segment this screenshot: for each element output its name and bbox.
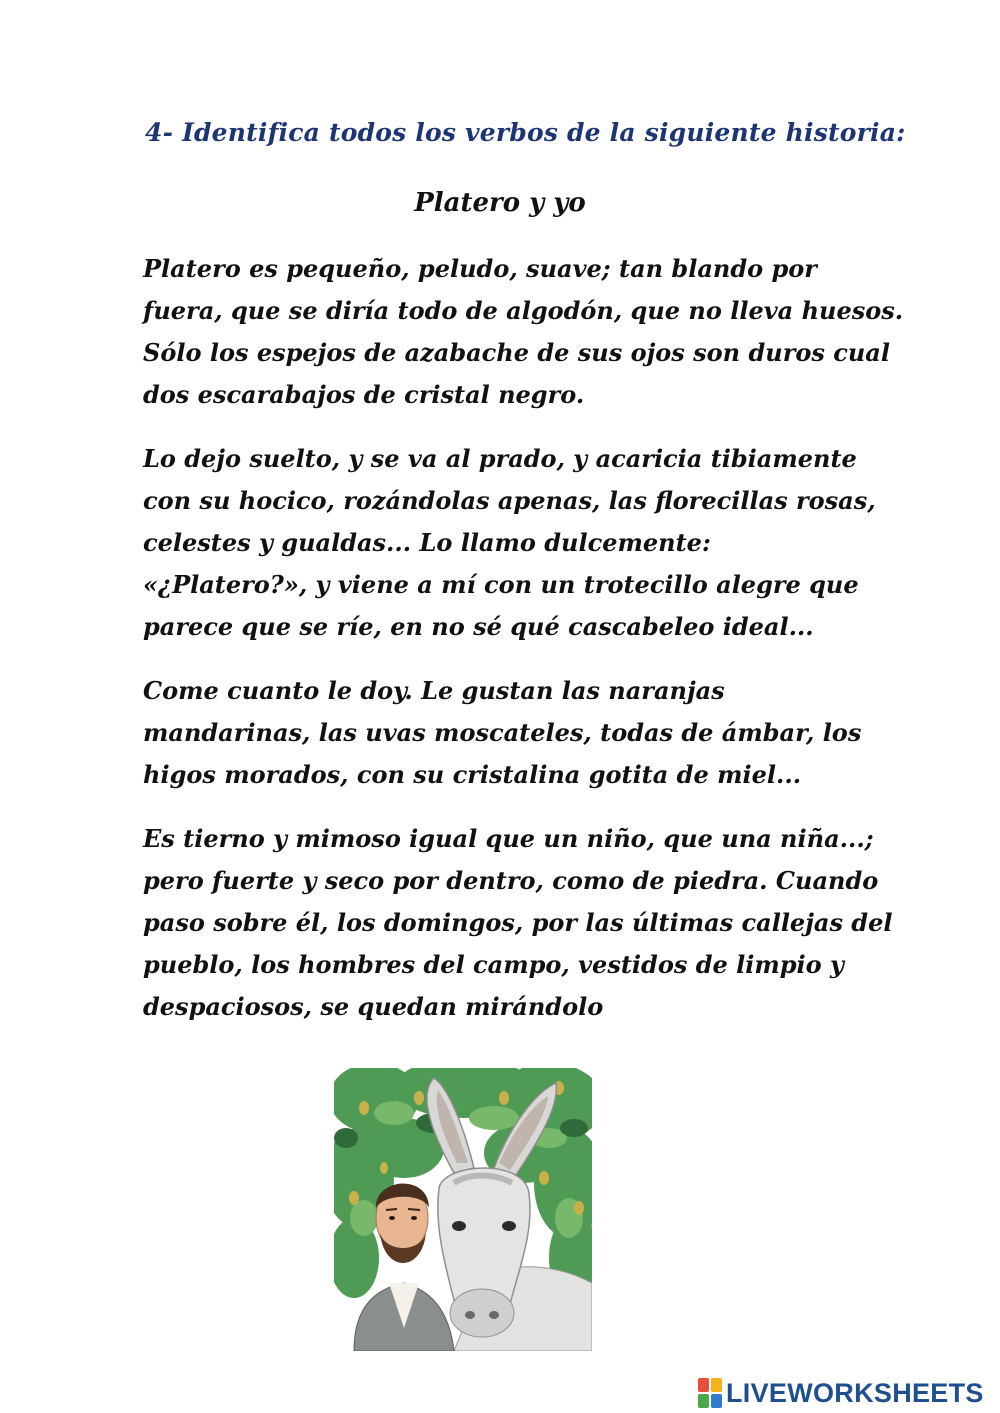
story-line: celestes y gualdas... Lo llamo dulcemente: bbox=[143, 528, 711, 557]
story-line: Come cuanto le doy. Le gustan las naranjas bbox=[143, 676, 725, 705]
logo-square-green bbox=[698, 1394, 709, 1408]
donkey-and-man-image bbox=[334, 1068, 592, 1351]
story-line: pero fuerte y seco por dentro, como de piedra. Cuando bbox=[143, 866, 879, 895]
story-line: «¿Platero?», y viene a mí con un trotecillo alegre que bbox=[143, 570, 859, 599]
story-title: Platero y yo bbox=[414, 188, 586, 218]
story-line: despaciosos, se quedan mirándolo bbox=[143, 992, 604, 1021]
story-text bbox=[143, 248, 904, 1050]
logo-square-blue bbox=[711, 1394, 722, 1408]
liveworksheets-logo bbox=[698, 1376, 984, 1410]
story-line: paso sobre él, los domingos, por las últimas callejas del bbox=[143, 908, 893, 937]
story-line: dos escarabajos de cristal negro. bbox=[143, 380, 585, 409]
story-line: Lo dejo suelto, y se va al prado, y acaricia tibiamente bbox=[143, 444, 857, 473]
story-line: con su hocico, rozándolas apenas, las florecillas rosas, bbox=[143, 486, 876, 515]
story-paragraph-4 bbox=[143, 818, 893, 1028]
story-line: pueblo, los hombres del campo, vestidos de limpio y bbox=[143, 950, 844, 979]
story-paragraph-3 bbox=[143, 670, 873, 796]
story-line: mandarinas, las uvas moscateles, todas de ámbar, los bbox=[143, 718, 862, 747]
story-line: Es tierno y mimoso igual que un niño, que una niña...; bbox=[143, 824, 874, 853]
story-line: fuera, que se diría todo de algodón, que no lleva huesos. bbox=[143, 296, 904, 325]
platero-illustration bbox=[334, 1068, 592, 1351]
story-line: higos morados, con su cristalina gotita de miel... bbox=[143, 760, 802, 789]
story-line: Sólo los espejos de azabache de sus ojos son duros cual bbox=[143, 338, 890, 367]
liveworksheets-logo-icon bbox=[698, 1378, 722, 1408]
exercise-instruction: 4- Identifica todos los verbos de la siguiente historia: bbox=[145, 118, 906, 147]
story-line: parece que se ríe, en no sé qué cascabeleo ideal... bbox=[143, 612, 814, 641]
logo-square-red bbox=[698, 1378, 709, 1392]
story-paragraph-1 bbox=[143, 248, 904, 416]
story-paragraph-2 bbox=[143, 438, 876, 648]
story-line: Platero es pequeño, peludo, suave; tan blando por bbox=[143, 254, 817, 283]
logo-square-yellow bbox=[711, 1378, 722, 1392]
liveworksheets-logo-text: LIVEWORKSHEETS bbox=[726, 1377, 984, 1408]
